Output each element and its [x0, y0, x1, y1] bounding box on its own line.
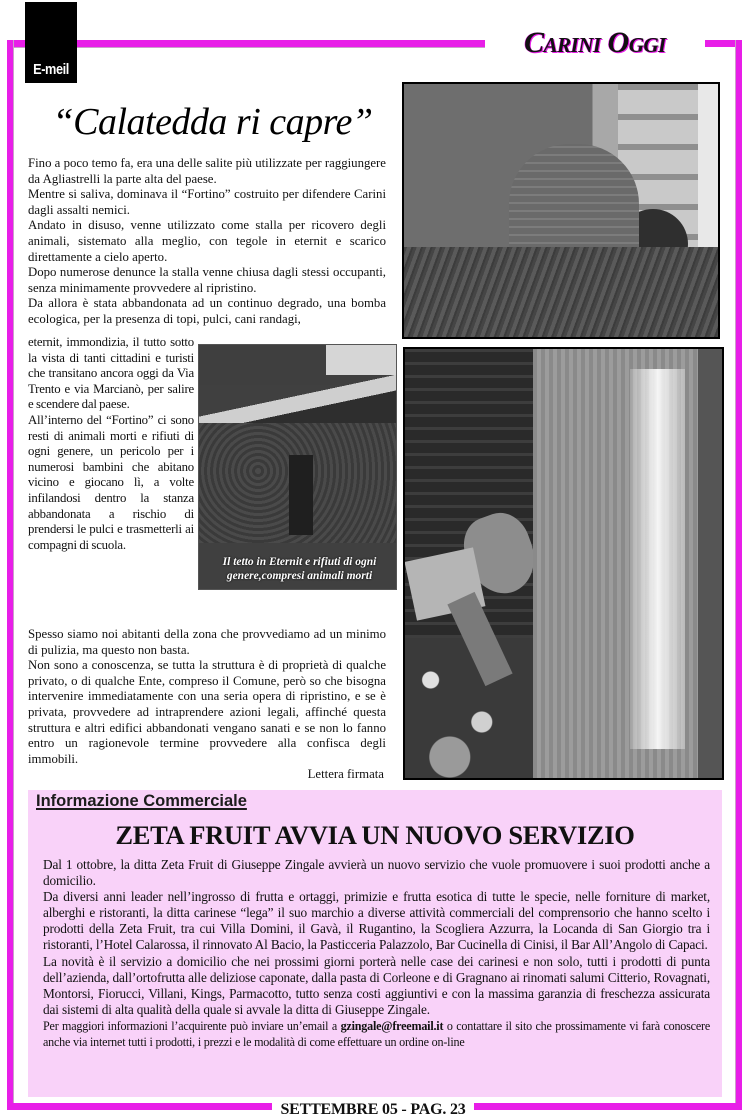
frame-left-rule [7, 40, 13, 1110]
advert-body [43, 857, 710, 1050]
advert-contact-after: o contattare il sito che prossimamente vi farà conoscere anche via internet tutti i prodotti, i prezzi e le modalità di come effettuare un ordine on-line [43, 1018, 710, 1049]
article-paragraph: Andato in disuso, venne utilizzato come stalla per ricovero degli animali, sistemato alla meglio, con tegole in eternit e scarico direttamente a cielo aperto. [28, 218, 386, 264]
article-paragraph: Da allora è stata abbandonata ad un continuo degrado, una bomba ecologica, per la presenza di topi, pulci, cani randagi, [28, 296, 386, 326]
advert-contact [43, 1018, 710, 1050]
article-paragraph: Mentre si saliva, dominava il “Fortino” costruito per difendere Carini dagli assalti nemici. [28, 187, 386, 217]
frame-right-rule [736, 40, 742, 1110]
photo-glare-shape [630, 369, 685, 749]
advert-paragraph: Da diversi anni leader nell’ingrosso di frutta e ortaggi, primizie e frutta esotica di tutte le specie, nelle forniture di market, alberghi e ristoranti, la ditta carinese “lega” il suo marchio a diverse attività commerciali del comprensorio che hanno scelto i prodotti della Zeta Fruit, tra cui Villa Domini, il Gavà, il Rugantino, la Scogliera Azzurra, la Locanda di San Giorgio tra i ristoranti, l’Hotel Calarossa, il rinnovato Al Bacio, la Pasticceria Palazzolo, Bar Cucinella di Cinisi, il Bar All’Angolo di Capaci. [43, 889, 710, 953]
photo-interior-debris [403, 347, 724, 780]
photo-edge-shape [698, 349, 722, 778]
photo-fortino-exterior [402, 82, 720, 339]
advert-paragraph: Dal 1 ottobre, la ditta Zeta Fruit di Giuseppe Zingale avvierà un nuovo servizio che vuole promuovere i suoi prodotti anche a domicilio. [43, 857, 710, 889]
photo-hill-shape [404, 247, 718, 337]
advert-label: Informazione Commerciale [36, 792, 247, 810]
advert-email-link[interactable]: gzingale@freemail.it [340, 1018, 444, 1033]
photo-sky-shape [326, 345, 396, 375]
article-body-wrapped [28, 335, 194, 553]
article-paragraph: Spesso siamo noi abitanti della zona che provvediamo ad un minimo di pulizia, ma questo non basta. [28, 627, 386, 657]
article-paragraph: All’interno del “Fortino” ci sono resti di animali morti e rifiuti di ogni genere, un pericolo per i numerosi bambini che abitano vicino e giocano lì, a volte infilandosi dentro la stanza abbandonata a rischio di prendersi le pulci e trasmetterli ai compagni di scuola. [28, 412, 194, 552]
advert-contact-before: Per maggiori informazioni l’acquirente può inviare un’email a [43, 1018, 341, 1033]
advert-title: ZETA FRUIT AVVIA UN NUOVO SERVIZIO [115, 820, 635, 850]
article-signature: Lettera firmata [307, 767, 384, 782]
article-paragraph: Dopo numerose denunce la stalla venne chiusa dagli stessi occupanti, senza minimamente provvedere al ripristino. [28, 265, 386, 295]
article-title: “Calatedda ri capre” [52, 101, 373, 143]
frame-bottom-rule-right [474, 1103, 742, 1110]
article-paragraph: Non sono a conoscenza, se tutta la struttura è di proprietà di qualche privato, o di qualche Ente, compreso il Comune, però so che bisogna intervenire immediatamente con una seria opera di ripristino, e se è privata, provvedere ad intraprendere azioni legali, affinché questa struttura e altri edifici abbandonati vengano sanati e se non lo fanno entro un ragionevole termine provvedere alla confisca degli immobili. [28, 658, 386, 766]
article-paragraph: Fino a poco temo fa, era una delle salite più utilizzate per raggiungere da Agliastrelli la parte alta del paese. [28, 156, 386, 186]
article-paragraph: eternit, immondizia, il tutto sotto la vista di tanti cittadini e turisti che transitano ancora oggi da Via Trento e via Marcianò, per salire e scendere dal paese. [28, 335, 194, 412]
photo-roof-shape [199, 375, 397, 425]
photo-debris-shape [405, 638, 533, 778]
article-body-after [28, 627, 386, 783]
frame-top-rule-left [7, 40, 485, 47]
photo-door-shape [289, 455, 313, 535]
advert-box [28, 790, 722, 1097]
advert-paragraph: La novità è il servizio a domicilio che nei prossimi giorni porterà nelle case dei carinesi e non solo, tutti i prodotti di punta dell’azienda, dall’ortofrutta alle deliziose caponate, dalla pasta di Corleone e di Gragnano ai rinomati salumi Citterio, Rovagnati, Montorsi, Fiorucci, Villani, Kings, Parmacotto, tutto senza costi aggiuntivi e con la massima garanzia di freschezza assicurata dai sistemi di alta qualità della quale si avvale la ditta di Giuseppe Zingale. [43, 953, 710, 1017]
photo-caption: Il tetto in Eternit e rifiuti di ogni genere,compresi animali morti [222, 556, 377, 582]
section-tab-label: E-meil [33, 61, 69, 78]
page-footer-issue: SETTEMBRE 05 - PAG. 23 [272, 1100, 474, 1120]
article-body-top [28, 156, 386, 328]
section-tab-email [25, 2, 77, 83]
photo-eternit-roof [198, 344, 397, 590]
masthead-logo: Carini Oggi [524, 26, 666, 59]
frame-bottom-rule-left [7, 1103, 272, 1110]
